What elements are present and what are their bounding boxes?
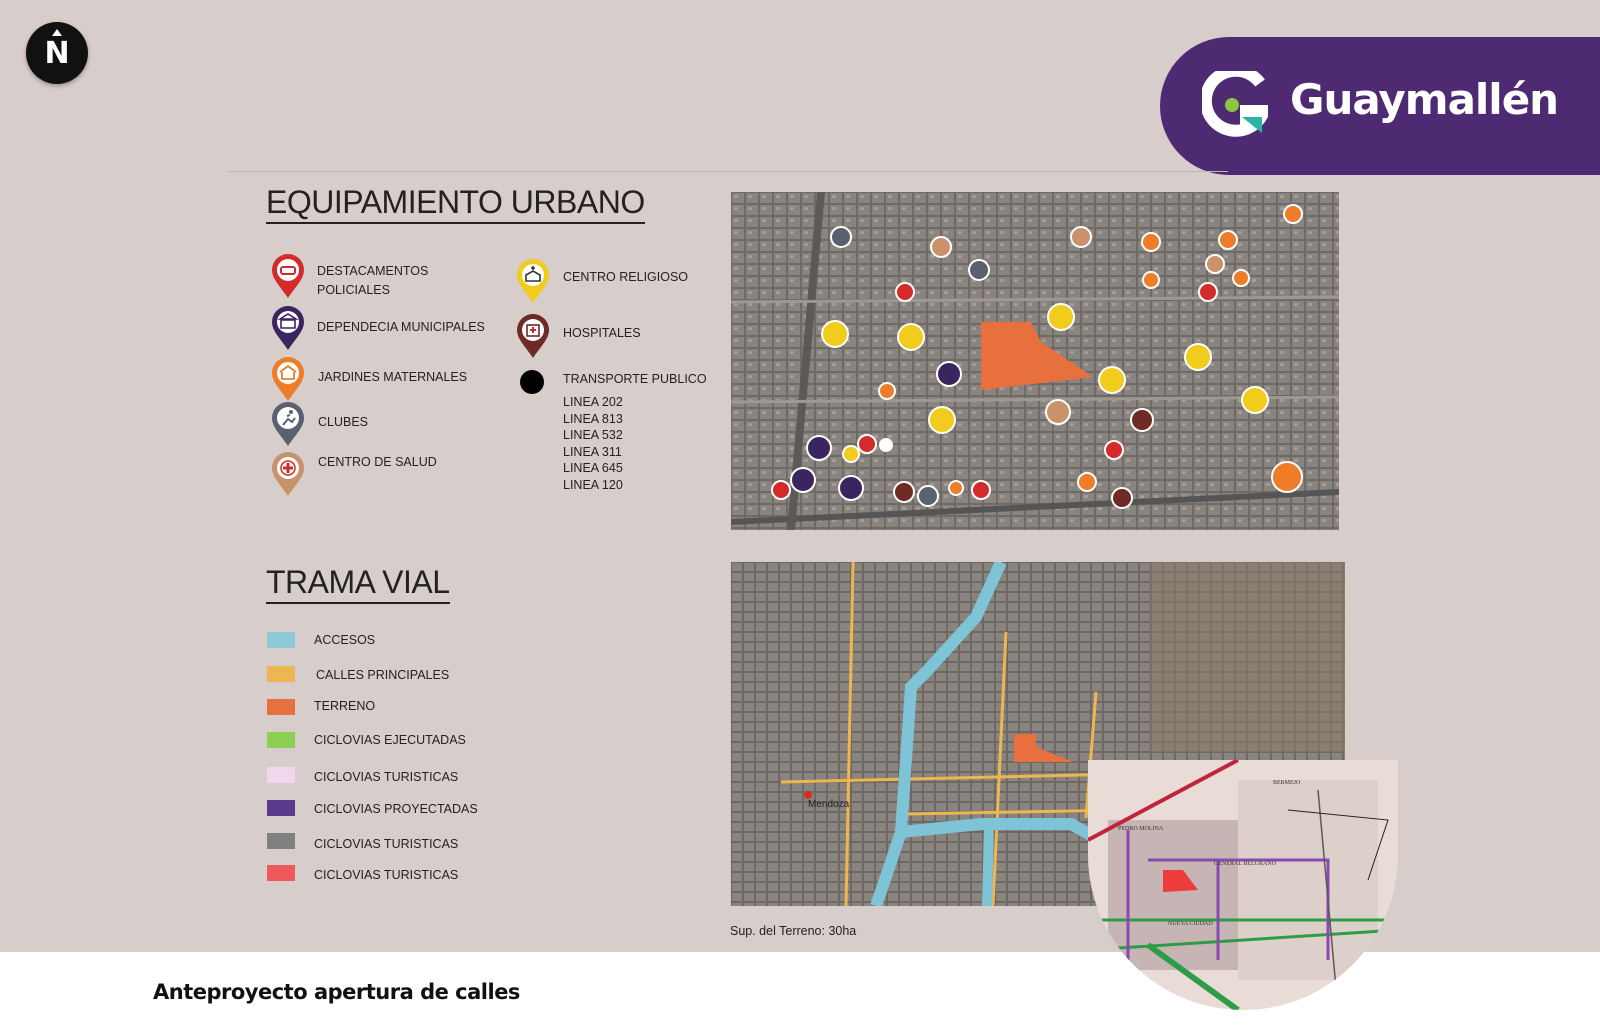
divider (228, 171, 1228, 172)
bus-line: LINEA 813 (563, 411, 623, 426)
church-icon (515, 258, 551, 304)
bus-line: LINEA 202 (563, 395, 623, 409)
guaymallen-logo-icon (1202, 71, 1268, 137)
legend-label-hospitales: HOSPITALES (563, 326, 641, 340)
legend-label-clubes: CLUBES (318, 415, 369, 429)
legend-label-ciclovias-turisticas-2: CICLOVIAS TURISTICAS (314, 837, 459, 851)
swatch-ciclovias-turisticas-pink (267, 767, 295, 783)
legend-label-municipales: DEPENDECIA MUNICIPALES (317, 320, 485, 334)
swatch-ciclovias-turisticas-red (267, 865, 295, 881)
north-label: N (44, 35, 70, 71)
bus-line: LINEA 645 (563, 461, 623, 475)
swatch-ciclovias-turisticas-gray (267, 833, 295, 849)
bus-line: LINEA 532 (563, 428, 623, 442)
brand-band (1160, 37, 1600, 175)
section-title-equipamiento: EQUIPAMIENTO URBANO (266, 183, 645, 224)
north-arrow-badge (26, 22, 88, 84)
swatch-accesos (267, 632, 295, 648)
legend-label-jardines: JARDINES MATERNALES (318, 370, 468, 384)
legend-label-ciclovias-turisticas: CICLOVIAS TURISTICAS (314, 770, 459, 784)
runner-icon (270, 401, 306, 447)
police-car-icon (270, 253, 306, 299)
swatch-ciclovias-proyectadas (267, 800, 295, 816)
brand-name: Guaymallén (1290, 75, 1559, 124)
footer-title: Anteproyecto apertura de calles (153, 980, 520, 1004)
legend-label-ciclovias-turisticas-3: CICLOVIAS TURISTICAS (314, 868, 459, 882)
bus-line: LINEA 311 (563, 444, 622, 459)
municipal-building-icon (270, 305, 306, 351)
city-label: Mendoza (808, 799, 850, 810)
transport-dot-icon (520, 370, 544, 394)
legend-label-religioso: CENTRO RELIGIOSO (563, 270, 689, 284)
equipamiento-map[interactable] (731, 192, 1339, 530)
inset-label: BERMEJO (1273, 780, 1301, 786)
kindergarten-icon (270, 356, 306, 402)
legend-label-policiales: DESTACAMENTOS POLICIALES (317, 264, 429, 297)
swatch-ciclovias-ejecutadas (267, 732, 295, 748)
swatch-terreno (267, 699, 295, 715)
legend-label-accesos: ACCESOS (314, 633, 376, 647)
inset-label: GENERAL BELGRANO (1214, 861, 1276, 867)
area-note: Sup. del Terreno: 30ha (730, 924, 857, 938)
swatch-calles-principales (267, 666, 295, 682)
legend-label-ciclovias-proyectadas: CICLOVIAS PROYECTADAS (314, 802, 478, 816)
bus-line: LINEA 120 (563, 477, 623, 492)
hospital-icon (515, 313, 551, 359)
legend-label-terreno: TERRENO (314, 699, 376, 713)
legend-label-centro-salud: CENTRO DE SALUD (318, 455, 437, 469)
legend-label-transporte: TRANSPORTE PUBLICO (563, 372, 707, 386)
north-arrow-icon (52, 29, 62, 36)
inset-label: NUEVA CIUDAD (1168, 921, 1213, 927)
bus-lines-list (563, 394, 623, 493)
inset-label: PEDRO MOLINA (1118, 826, 1164, 832)
medical-cross-icon (270, 451, 306, 497)
city-pin-icon (804, 791, 812, 799)
legend-label-calles: CALLES PRINCIPALES (316, 668, 450, 682)
legend-label-ciclovias-ejecutadas: CICLOVIAS EJECUTADAS (314, 733, 466, 747)
section-title-trama-vial: TRAMA VIAL (266, 563, 450, 604)
